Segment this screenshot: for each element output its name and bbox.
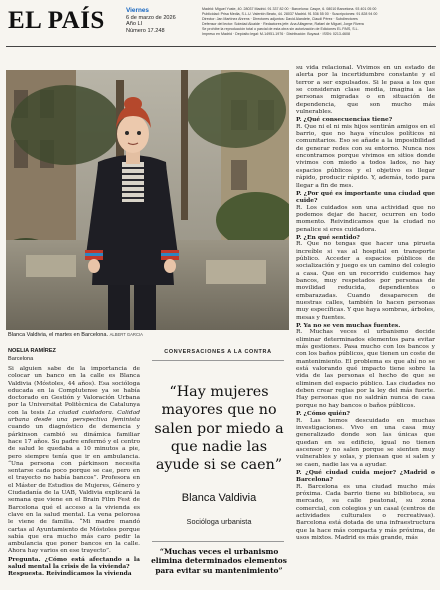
question: Pregunta. ¿Cómo está afectando a la salud mental la crisis de la vivienda? [8, 555, 140, 571]
answer: R. Las hemos descuidado en muchas investigaciones. Vivo en una casa muy generalizado donde son las únicas que quedan en su edificio, igual no tienen ascensor y no salen porque se sienten muy vulnerables y solas, y piensan que si salen y se caen, nadie las va a ayudar. [296, 417, 435, 468]
masthead [6, 3, 436, 47]
newspaper-logo: EL PAÍS [8, 7, 105, 34]
masthead-notes [202, 7, 436, 45]
question: P. ¿Por qué es importante una ciudad que cuide? [296, 189, 435, 205]
dateline: Barcelona [8, 356, 34, 362]
interviewee-role: Socióloga urbanista [186, 517, 252, 526]
answer: R. Barcelona es una ciudad mucho más próxima. Cada barrio tiene su biblioteca, su mercado, su calle peatonal, su zona comercial, con colegios y un casal (centros de actividades culturales o recreativas). Barcelona está dotada de una infraestructura que la hace más compacta y más próxima, de usos mixtos. Madrid es más grande, más [296, 483, 435, 541]
section-label: CONVERSACIONES A LA CONTRA [164, 349, 272, 355]
thesis-title: La ciudad cuidadora. Calidad urbana desde una perspectiva feminista [8, 409, 140, 424]
answer: R. Que no tengas que hacer una pirueta increíble si vas al hospital en transporte público. Acceder a espacios públicos de socialización y juego es un camino del colegio a casa. Que en un recorrido cuidemos hay bancos, muy respetados por personas de movilidad reducida, dependientes o embarazadas. Cuando desaparecen de nuestras calles, también lo hacen personas muy específicas. Y que haya sombras, árboles, mesas y fuentes. [296, 241, 435, 321]
edition-issue: Número 17.248 [126, 27, 165, 34]
question: P. ¿Cómo quién? [296, 410, 350, 418]
byline: NOELIA RAMÍREZ [8, 348, 56, 354]
question: P. Ya no se ven muchas fuentes. [296, 322, 401, 330]
interviewee-name: Blanca Valdivia [181, 492, 257, 504]
photo-caption [8, 332, 289, 338]
paragraph: su vida relacional. Vivimos en un estado de alerta por la incertidumbre constante y el terror a ser expulsados. Si le pasa a los que se consideran clase media, imagina a las personas migradas o en situación de dependencia, que son mucho más vulnerables. [296, 65, 435, 116]
edition-day: Viernes [126, 7, 149, 14]
masthead-note-line: Se prohíbe la reproducción total o parcial de esta obra sin autorización de Ediciones EL PAÍS, S.L. [202, 26, 359, 31]
photo-credit: ALBERT GARCIA [109, 332, 143, 337]
divider [152, 541, 284, 542]
article-column-right [296, 65, 435, 587]
intro-text: Si alguien sabe de la importancia de colocar un banco en la calle es Blanca Valdivia (Móstoles, 44 años). Esa socióloga educada en la Complutense ya se había doctorado en Gestión y Valoración Urbana por la Universitat Politècnica de Catalunya con la tesis [8, 366, 140, 416]
masthead-note-line: Impreso en Madrid · Depósito legal: M-14951-1976 · Distribución: Boyacá · ISSN: 0213-4608 [202, 31, 351, 36]
answer-text: Respuesta. Reivindicamos la vivienda [8, 570, 132, 578]
intro-text-end: cuando un diagnóstico de demencia y párkinson cambió su dinámica familiar hace 17 años. Su padre enfermó y el centro de salud le quedaba a 10 minutos a pie, pero siempre tenía que ir en ambulancia. “Una persona con párkinson necesita sentarse cada poco porque se cae, pero en el trayecto no había bancos”. Profesora en el Máster de Estudios de Mujeres, Género y Ciudadanía de la UAB, Valdivia explicará la semana que viene en el Brain Film Fest de Barcelona qué el acceso a la vivienda es clave en la salud mental. La vena pelorosa le viene de familia. “Mi madre mandó cartas al Ayuntamiento de Móstoles porque sabía que era mucho más caro pedir la ambulancia que poner bancos en la calle. Ahora hay varios en ese trayecto”. [8, 424, 140, 555]
masthead-note-line: Director: Jan Martínez Ahrens · Directores adjuntos: David Alandete, Claudi Pérez · Subdirectores [202, 16, 358, 21]
pull-quote: “Muchas veces el urbanismo elimina determinados elementos para evitar su mantenimiento” [151, 547, 287, 575]
masthead-note-line: Madrid: Miguel Yuste, 40. 28037 Madrid. 91 337 82 00 · Barcelona: Caspe, 6. 08010 Barcelona. 93 401 05 00 [202, 7, 377, 11]
masthead-note-line: Defensor del lector: Soledad Alcaide · Redactores jefe: Ana Alfageme, Rafael de Miguel, Jorge Rivera [202, 21, 364, 26]
edition-info [126, 8, 204, 34]
question: P. ¿En qué sentido? [296, 233, 360, 241]
question: P. ¿Qué ciudad cuida mejor? ¿Madrid o Barcelona? [296, 468, 435, 484]
answer: R. Los cuidados son una actividad que no podemos dejar de hacer, ocurren en todo momento. Reivindicamos que la ciudad no penalice si eres cuidadora. [296, 204, 435, 233]
portrait-photo [6, 70, 289, 330]
headline: “Hay mujeres mayores que no salen por miedo a que nadie las ayude si se caen” [154, 384, 284, 474]
answer: R. Que ni el ni mis hijos sentirán amigos en el barrio, que no haya vínculos políticos ni comunitarios. Eso se añade a la imposibilidad de generar redes con su entorno. Nunca nos encontramos porque vivimos en sitios donde vivimos con miedo a todos lados, no hay espacios públicos y el objetivo es llegar rápido, producir rápido. Y, además, todo para llegar a fin de mes. [296, 123, 435, 189]
edition-year: Año LI [126, 21, 143, 28]
caption-text: Blanca Valdivia, el martes en Barcelona. [8, 332, 109, 338]
portrait-photo-illustration [6, 70, 289, 330]
divider [152, 360, 284, 361]
article-column-left [8, 366, 140, 588]
answer: R. Muchas veces el urbanismo decide eliminar determinados elementos para evitar más gestiones. Pasa mucho con los bancos y con los baños públicos, que tienen un coste de mantenimiento. El problema es que ahí no se está valorando qué impacto tiene sobre la vida de las personas el hecho de que se eliminen del espacio público. Las ciudades no deben crear reglas por la ley del más fuerte. Hay personas que no saldrán nunca de casa porque no hay bancos o baños públicos. [296, 329, 435, 409]
question: P. ¿Qué consecuencias tiene? [296, 116, 393, 124]
masthead-note-line: Publicidad: Prisa Media, S.L.U. Valentín Beato, 44. 28037 Madrid. 91 536 55 00 · Suscripciones: 91 828 94 00 [202, 11, 378, 16]
edition-date: 6 de marzo de 2026 [126, 14, 176, 21]
answer [8, 570, 140, 578]
